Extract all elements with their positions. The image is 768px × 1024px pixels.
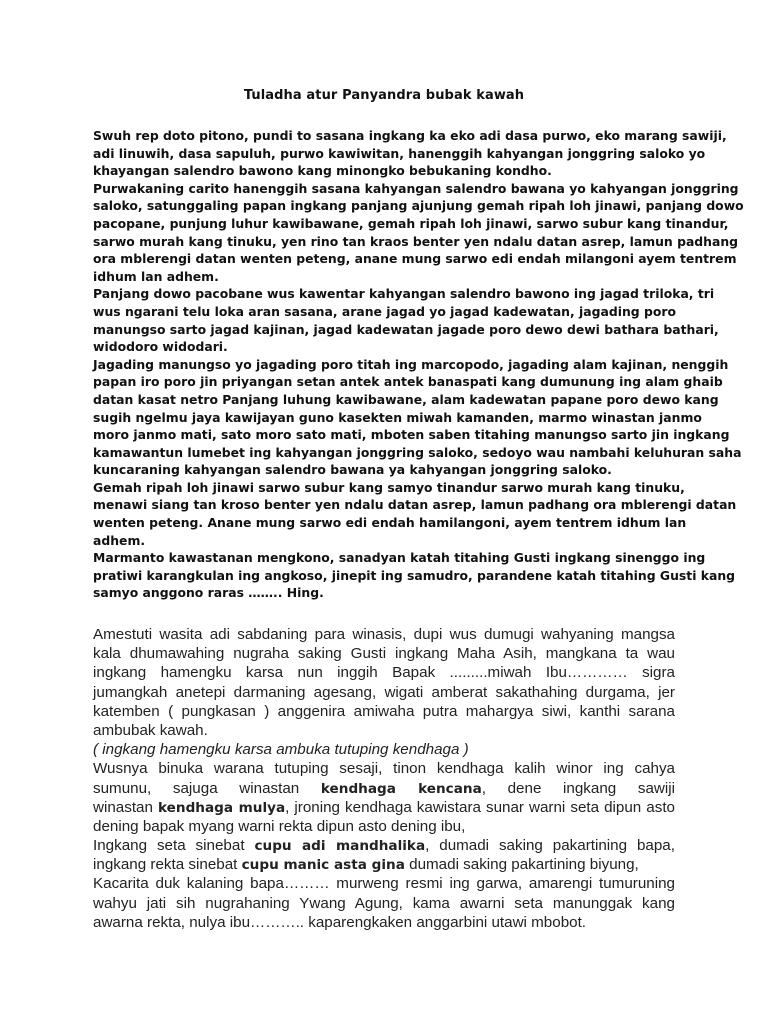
paragraph-line: Amestuti wasita adi sabdaning para winasis, dupi wus dumugi wahyaning mangsa	[93, 626, 675, 643]
text-run: Ingkang seta sinebat	[93, 837, 245, 855]
paragraph-line: datan kasat netro Panjang luhung kawibawane, alam kadewatan papane poro dewo kang	[93, 391, 719, 407]
paragraph-line: widodoro widodari.	[93, 339, 228, 355]
paragraph-line: wenten peteng. Anane mung sarwo edi endah hamilangoni, ayem tentrem idhum lan	[93, 515, 687, 531]
paragraph-line: moro janmo mati, sato moro sato mati, mboten saben titahing manungso sarto jin ingkang	[93, 427, 730, 443]
text-run: dumadi saking pakartining biyung,	[409, 856, 639, 874]
text-run: sumunu, sajuga winastan	[93, 779, 300, 797]
bold-term: kendhaga mulya	[158, 799, 286, 816]
paragraph-line	[93, 855, 675, 874]
paragraph-line: samyo anggono raras …….. Hing.	[93, 585, 324, 601]
text-run: , dumadi saking pakartining bapa,	[425, 837, 675, 855]
paragraph-line: Wusnya binuka warana tutuping sesaji, tinon kendhaga kalih winor ing cahya	[93, 760, 675, 778]
paragraph-line: menawi siang tan kroso benter yen ndalu datan asrep, lamun padhang ora mblerengi datan	[93, 497, 737, 513]
paragraph-line: jumangkah anetepi darmaning agesang, wigati amberat sakathahing durgama, jer	[93, 683, 675, 701]
paragraph-line: Kacarita duk kalaning bapa……… murweng resmi ing garwa, amarengi tumuruning	[93, 875, 675, 893]
paragraph-line: Gemah ripah loh jinawi sarwo subur kang samyo tinandur sarwo murah kang tinuku,	[93, 479, 685, 495]
paragraph-line: adhem.	[93, 532, 146, 548]
paragraph-line: adi linuwih, dasa sapuluh, purwo kawiwitan, hanenggih kahyangan jonggring saloko yo	[93, 145, 706, 161]
paragraph-line: pratiwi karangkulan ing angkoso, jinepit ing samudro, parandene katah titahing Gusti kang	[93, 567, 736, 583]
text-run: , jroning kendhaga kawistara sunar warni seta dipun asto	[285, 798, 675, 816]
paragraph-line: saloko, satunggaling papan ingkang panjang ajunjung gemah ripah loh jinawi, panjang dowo	[93, 198, 744, 214]
stage-direction: ( ingkang hamengku karsa ambuka tutuping kendhaga )	[93, 741, 469, 759]
paragraph-line: wus ngarani telu loka aran sasana, arane jagad yo jagad kadewatan, jagading poro	[93, 303, 676, 319]
paragraph-line	[93, 798, 675, 817]
paragraph-line	[93, 836, 675, 855]
text-run: , dene ingkang sawiji	[481, 779, 675, 797]
paragraph-line: Jagading manungso yo jagading poro titah ing marcopodo, jagading alam kajinan, nenggih	[93, 356, 729, 372]
paragraph-line: sarwo murah kang tinuku, yen rino tan kraos benter yen ndalu datan asrep, lamun padhang	[93, 233, 739, 249]
section-narrative-javanese	[93, 127, 744, 602]
paragraph-line: katemben ( pungkasan ) anggenira amiwaha putra mahargya siwi, kanthi sarana	[93, 702, 675, 720]
text-run: winastan	[93, 798, 153, 816]
paragraph-line: idhum lan adhem.	[93, 268, 219, 284]
paragraph-line: ora mblerengi datan wenten peteng, anane mung sarwo edi endah milangoni ayem tentrem	[93, 251, 737, 267]
section-ceremony-text	[93, 625, 675, 932]
bold-term: cupu adi mandhalika	[254, 838, 426, 855]
paragraph-line: sugih ngelmu jaya kawijayan guno kasekten miwah kamanden, marmo winastan janmo	[93, 409, 702, 425]
paragraph-line: Purwakaning carito hanenggih sasana kahyangan salendro bawana yo kahyangan jonggring	[93, 180, 739, 196]
paragraph-line: ambubak kawah.	[93, 721, 208, 739]
paragraph-line: Swuh rep doto pitono, pundi to sasana ingkang ka eko adi dasa purwo, eko marang sawiji,	[93, 128, 727, 143]
paragraph-line: awarna rekta, nulya ibu……….. kaparengkaken anggarbini utawi mbobot.	[93, 913, 587, 931]
paragraph-line: kuncaraning kahyangan salendro bawana ya kahyangan jonggring saloko.	[93, 462, 612, 478]
bold-term: kendhaga kencana	[320, 780, 482, 797]
paragraph-line: Panjang dowo pacobane wus kawentar kahyangan salendro bawono ing jagad triloka, tri	[93, 286, 715, 302]
document-title: Tuladha atur Panyandra bubak kawah	[243, 88, 525, 103]
bold-term: cupu manic asta gina	[241, 857, 405, 874]
paragraph-line	[93, 779, 675, 798]
paragraph-line: khayangan salendro bawono kang minongko bebukaning kondho.	[93, 163, 552, 179]
paragraph-line: pacopane, punjung luhur kawibawane, gemah ripah loh jinawi, sarwo subur kang tinandur,	[93, 215, 729, 231]
paragraph-line: dening bapak myang warni rekta dipun asto dening ibu,	[93, 817, 466, 835]
text-run: ingkang rekta sinebat	[93, 856, 238, 874]
paragraph-line: papan iro poro jin priyangan setan antek antek banaspati kang dumunung ing alam ghaib	[93, 374, 723, 390]
paragraph-line: wahyu jati sih nugrahaning Ywang Agung, kama awarni seta manunggak kang	[93, 894, 675, 912]
paragraph-line: kamawantun lumebet ing kahyangan jonggring saloko, sedoyo wau nambahi keluhuran saha	[93, 444, 742, 460]
paragraph-line: manungso sarto jagad kajinan, jagad kadewatan jagade poro dewo dewi bathara bathari,	[93, 321, 719, 337]
paragraph-line: ingkang hamengku karsa nun inggih Bapak .........miwah Ibu………… sigra	[93, 664, 675, 682]
paragraph-line: Marmanto kawastanan mengkono, sanadyan katah titahing Gusti ingkang sinenggo ing	[93, 550, 706, 566]
paragraph-line: kala dhumawahing nugraha saking Gusti ingkang Maha Asih, mangkana ta wau	[93, 645, 675, 663]
